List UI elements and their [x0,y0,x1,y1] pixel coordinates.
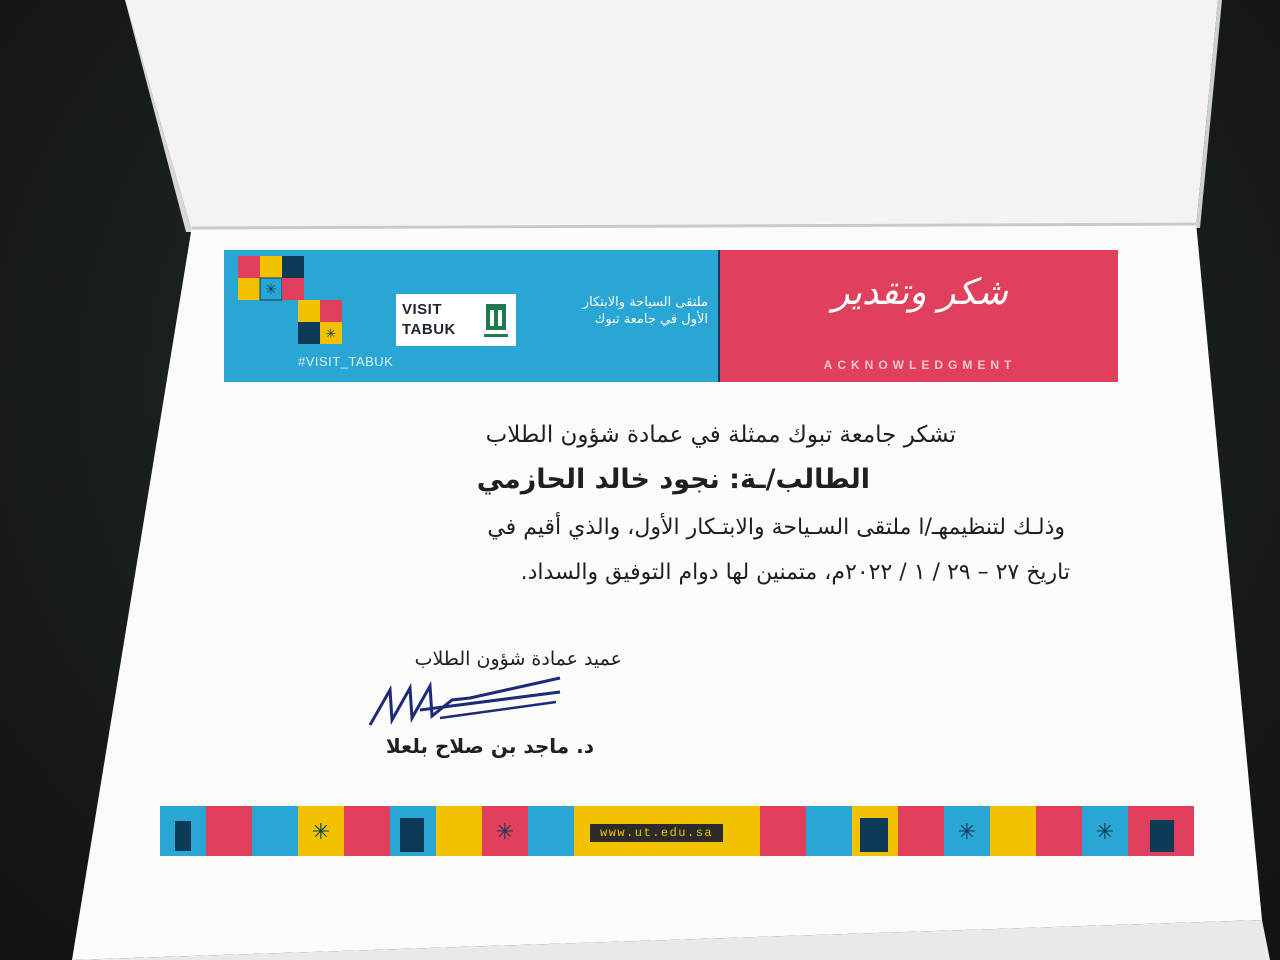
acknowledgment-label: ACKNOWLEDGMENT [823,358,1017,372]
hashtag: #VISIT_TABUK [298,354,394,369]
thanks-title: شكر وتقدير [832,272,1008,313]
svg-text:✳: ✳ [265,282,277,298]
forum-title-line1: ملتقى السياحة والابتكار [582,295,708,310]
student-name: الطالب/ـة: نجود خالد الحازمي [476,464,870,495]
svg-text:✳: ✳ [957,820,977,845]
svg-text:✳: ✳ [325,327,337,342]
forum-title [528,294,708,328]
svg-text:✳: ✳ [495,820,515,845]
banner-blue-section [224,250,718,382]
banner-red-section [718,250,1118,382]
footer-pattern-strip [160,806,1194,856]
tabuk-pattern-tiles [238,256,348,346]
website-url: www.ut.edu.sa [590,824,723,842]
university-logo [476,294,516,346]
signatory-title: عميد عمادة شؤون الطلاب [414,648,622,670]
date-line: تاريخ ٢٧ – ٢٩ / ١ / ٢٠٢٢م، متمنين لها دوام التوفيق والسداد. [520,560,1070,585]
reason-line: وذلـك لتنظيمهـ/ا ملتقى السـياحة والابتـكار الأول، والذي أقيم في [487,515,1065,540]
tabuk-text: TABUK [402,321,456,338]
svg-text:✳: ✳ [1095,820,1115,845]
visit-text: VISIT [402,301,443,318]
svg-text:✳: ✳ [311,820,331,845]
header-banner [224,250,1118,382]
signature-mark [360,670,570,740]
signatory-name: د. ماجد بن صلاح بلعلا [385,734,594,758]
forum-title-line2: الأول في جامعة تبوك [594,312,708,327]
intro-line: تشكر جامعة تبوك ممثلة في عمادة شؤون الطلاب [485,422,956,448]
